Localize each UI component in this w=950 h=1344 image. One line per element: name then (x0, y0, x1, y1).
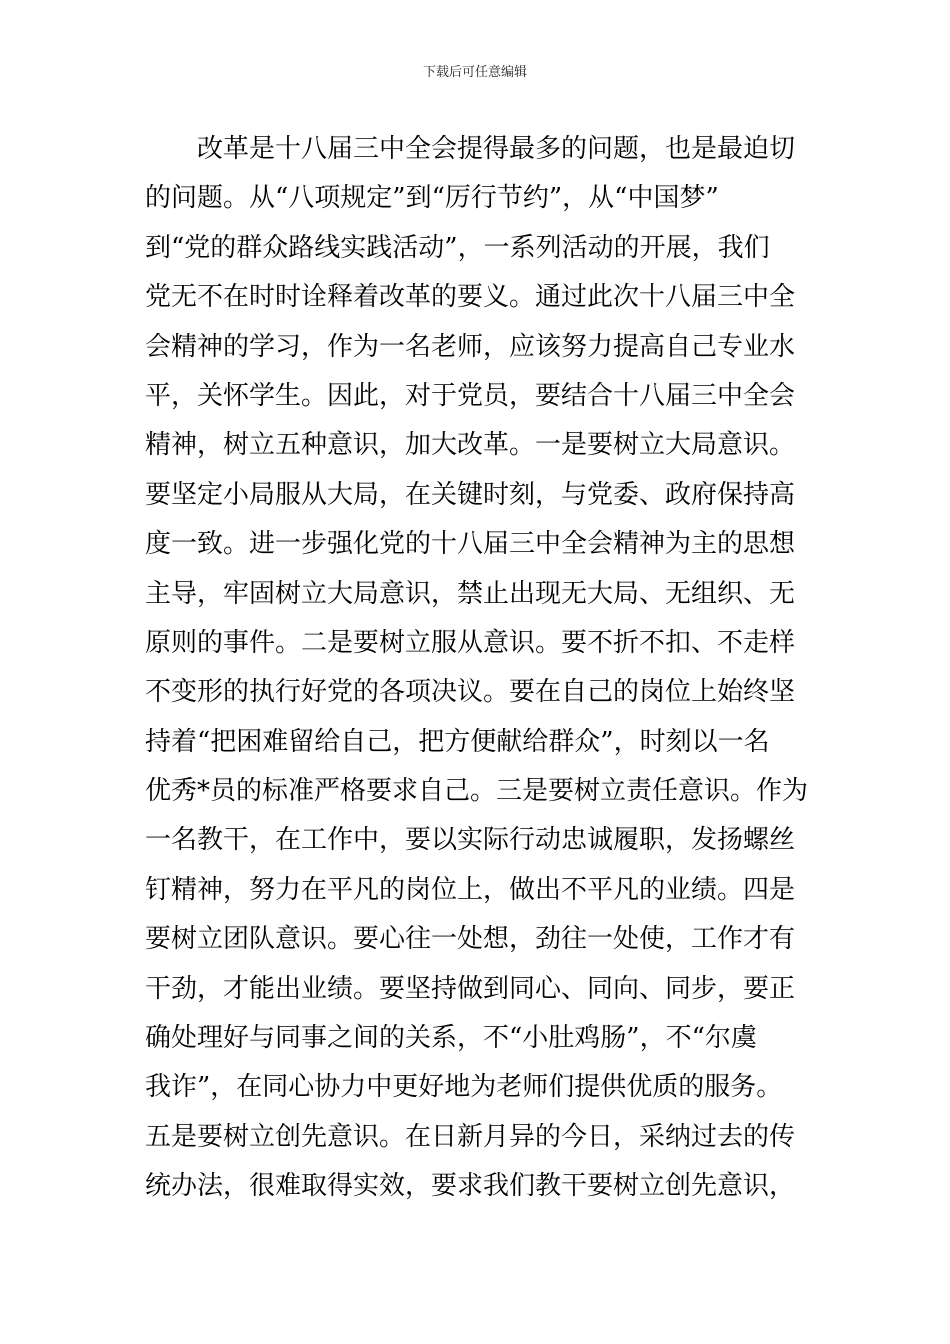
text-line: 钉精神，努力在平凡的岗位上，做出不平凡的业绩。四是 (145, 874, 796, 905)
text-line: 不变形的执行好党的各项决议。要在自己的岗位上始终坚 (145, 677, 796, 708)
text-line: 要坚定小局服从大局，在关键时刻，与党委、政府保持高 (145, 479, 796, 510)
text-line: 原则的事件。二是要树立服从意识。要不折不扣、不走样 (145, 627, 796, 658)
text-line: 一名教干，在工作中，要以实际行动忠诚履职，发扬螺丝 (145, 825, 796, 856)
text-line: 精神，树立五种意识，加大改革。一是要树立大局意识。 (145, 430, 796, 461)
text-line: 度一致。进一步强化党的十八届三中全会精神为主的思想 (145, 529, 796, 560)
text-line: 会精神的学习，作为一名老师，应该努力提高自己专业水 (145, 331, 796, 362)
text-line: 持着“把困难留给自己，把方便献给群众”，时刻以一名 (145, 726, 770, 757)
text-line: 统办法，很难取得实效，要求我们教干要树立创先意识， (145, 1171, 796, 1202)
text-line: 优秀*员的标准严格要求自己。三是要树立责任意识。作为 (145, 776, 809, 807)
text-line: 干劲，才能出业绩。要坚持做到同心、同向、同步，要正 (145, 973, 796, 1004)
body-paragraph (145, 125, 815, 1212)
text-line: 要树立团队意识。要心往一处想，劲往一处使，工作才有 (145, 924, 796, 955)
text-line: 五是要树立创先意识。在日新月异的今日，采纳过去的传 (145, 1121, 796, 1152)
text-line: 党无不在时时诠释着改革的要义。通过此次十八届三中全 (145, 282, 796, 313)
header-note: 下载后可任意编辑 (422, 65, 527, 80)
text-line: 改革是十八届三中全会提得最多的问题，也是最迫切 (197, 134, 796, 164)
text-line: 我诈”，在同心协力中更好地为老师们提供优质的服务。 (145, 1072, 783, 1103)
text-line: 确处理好与同事之间的关系，不“小肚鸡肠”，不“尔虞 (145, 1023, 757, 1054)
text-line: 主导，牢固树立大局意识，禁止出现无大局、无组织、无 (145, 578, 796, 609)
text-line: 的问题。从“八项规定”到“厉行节约”，从“中国梦” (145, 183, 719, 214)
text-line: 到“党的群众路线实践活动”，一系列活动的开展，我们 (145, 232, 770, 263)
text-line: 平，关怀学生。因此，对于党员，要结合十八届三中全会 (145, 380, 796, 411)
